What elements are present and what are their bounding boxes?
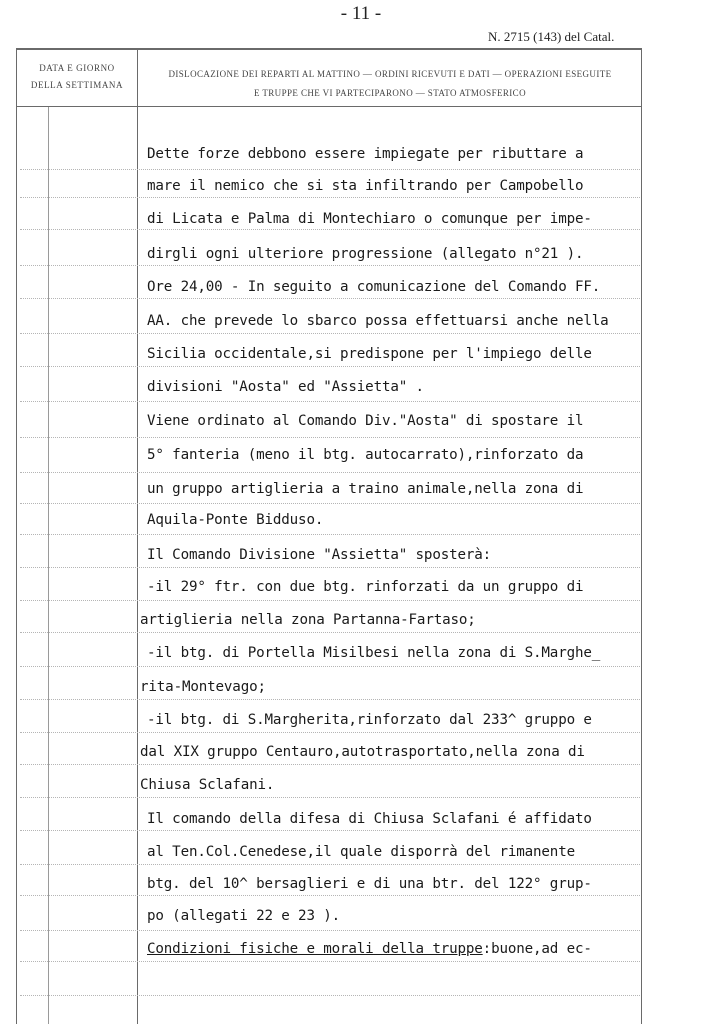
page-number: - 11 - [340, 3, 382, 24]
ruled-line [20, 732, 640, 734]
text-line: Sicilia occidentale,si predispone per l'impiego delle [147, 346, 592, 362]
ruled-line [20, 333, 640, 335]
ruled-line [20, 797, 640, 799]
text-line: po (allegati 22 e 23 ). [147, 908, 341, 924]
text-line: mare il nemico che si sta infiltrando per Campobello [147, 178, 584, 194]
date-header-line-2: DELLA SETTIMANA [30, 80, 124, 90]
text-line: di Licata e Palma di Montechiaro o comunque per impe- [147, 211, 592, 227]
date-column-inner-rule [48, 107, 49, 1024]
content-column-header [140, 65, 640, 103]
ruled-line [20, 764, 640, 766]
date-column-divider [137, 48, 138, 1024]
text-line: dirgli ogni ulteriore progressione (allegato n°21 ). [147, 246, 584, 262]
ruled-line [20, 699, 640, 701]
ruled-line [20, 197, 640, 199]
text-line: -il btg. di S.Margherita,rinforzato dal 233^ gruppo e [147, 712, 592, 728]
text-line: rita-Montevago; [140, 679, 266, 695]
ruled-line [20, 472, 640, 474]
ruled-line [20, 265, 640, 267]
text-line: divisioni "Aosta" ed "Assietta" . [147, 379, 424, 395]
text-line: un gruppo artiglieria a traino animale,nella zona di [147, 481, 584, 497]
text-line: Viene ordinato al Comando Div."Aosta" di spostare il [147, 413, 584, 429]
content-header-line-2: E TRUPPE CHE VI PARTECIPARONO — STATO ATMOSFERICO [254, 88, 526, 98]
header-bottom-border [16, 106, 642, 107]
text-line: Ore 24,00 - In seguito a comunicazione del Comando FF. [147, 279, 601, 295]
text-line: 5° fanteria (meno il btg. autocarrato),rinforzato da [147, 447, 584, 463]
text-line: al Ten.Col.Cenedese,il quale disporrà del rimanente [147, 844, 575, 860]
ruled-line [20, 830, 640, 832]
ruled-line [20, 534, 640, 536]
text-line: AA. che prevede lo sbarco possa effettuarsi anche nella [147, 313, 609, 329]
ruled-line [20, 229, 640, 231]
ruled-line [20, 864, 640, 866]
ruled-line [20, 961, 640, 963]
ruled-line [20, 930, 640, 932]
ruled-line [20, 632, 640, 634]
date-column-header [18, 60, 136, 94]
form-top-border [16, 48, 642, 50]
ruled-line [20, 600, 640, 602]
text-line: artiglieria nella zona Partanna-Fartaso; [140, 612, 476, 628]
ruled-line [20, 666, 640, 668]
ruled-line [20, 503, 640, 505]
catalog-reference: N. 2715 (143) del Catal. [488, 29, 615, 44]
text-line: Il Comando Divisione "Assietta" sposterà: [147, 547, 492, 563]
form-left-border [16, 48, 17, 1024]
form-right-border [641, 48, 642, 1024]
text-line: -il btg. di Portella Misilbesi nella zona di S.Marghe_ [147, 645, 601, 661]
conditions-heading: Condizioni fisiche e morali della truppe [147, 941, 483, 957]
ruled-line [20, 895, 640, 897]
text-line: btg. del 10^ bersaglieri e di una btr. del 122° grup- [147, 876, 592, 892]
date-header-line-1: DATA E GIORNO [39, 63, 115, 73]
text-line: Dette forze debbono essere impiegate per ributtare a [147, 146, 584, 162]
ruled-line [20, 169, 640, 171]
text-line: -il 29° ftr. con due btg. rinforzati da un gruppo di [147, 579, 584, 595]
ruled-line [20, 366, 640, 368]
ruled-line [20, 567, 640, 569]
content-header-line-1: DISLOCAZIONE DEI REPARTI AL MATTINO — ORDINI RICEVUTI E DATI — OPERAZIONI ESEGUITE [168, 69, 612, 79]
text-line-last [147, 941, 592, 957]
ruled-line [20, 995, 640, 997]
text-line: dal XIX gruppo Centauro,autotrasportato,nella zona di [140, 744, 585, 760]
ruled-line [20, 401, 640, 403]
conditions-text: :buone,ad ec- [482, 941, 592, 957]
ruled-line [20, 437, 640, 439]
text-line: Il comando della difesa di Chiusa Sclafani é affidato [147, 811, 592, 827]
ruled-line [20, 298, 640, 300]
text-line: Chiusa Sclafani. [140, 777, 275, 793]
text-line: Aquila-Ponte Bidduso. [147, 512, 324, 528]
